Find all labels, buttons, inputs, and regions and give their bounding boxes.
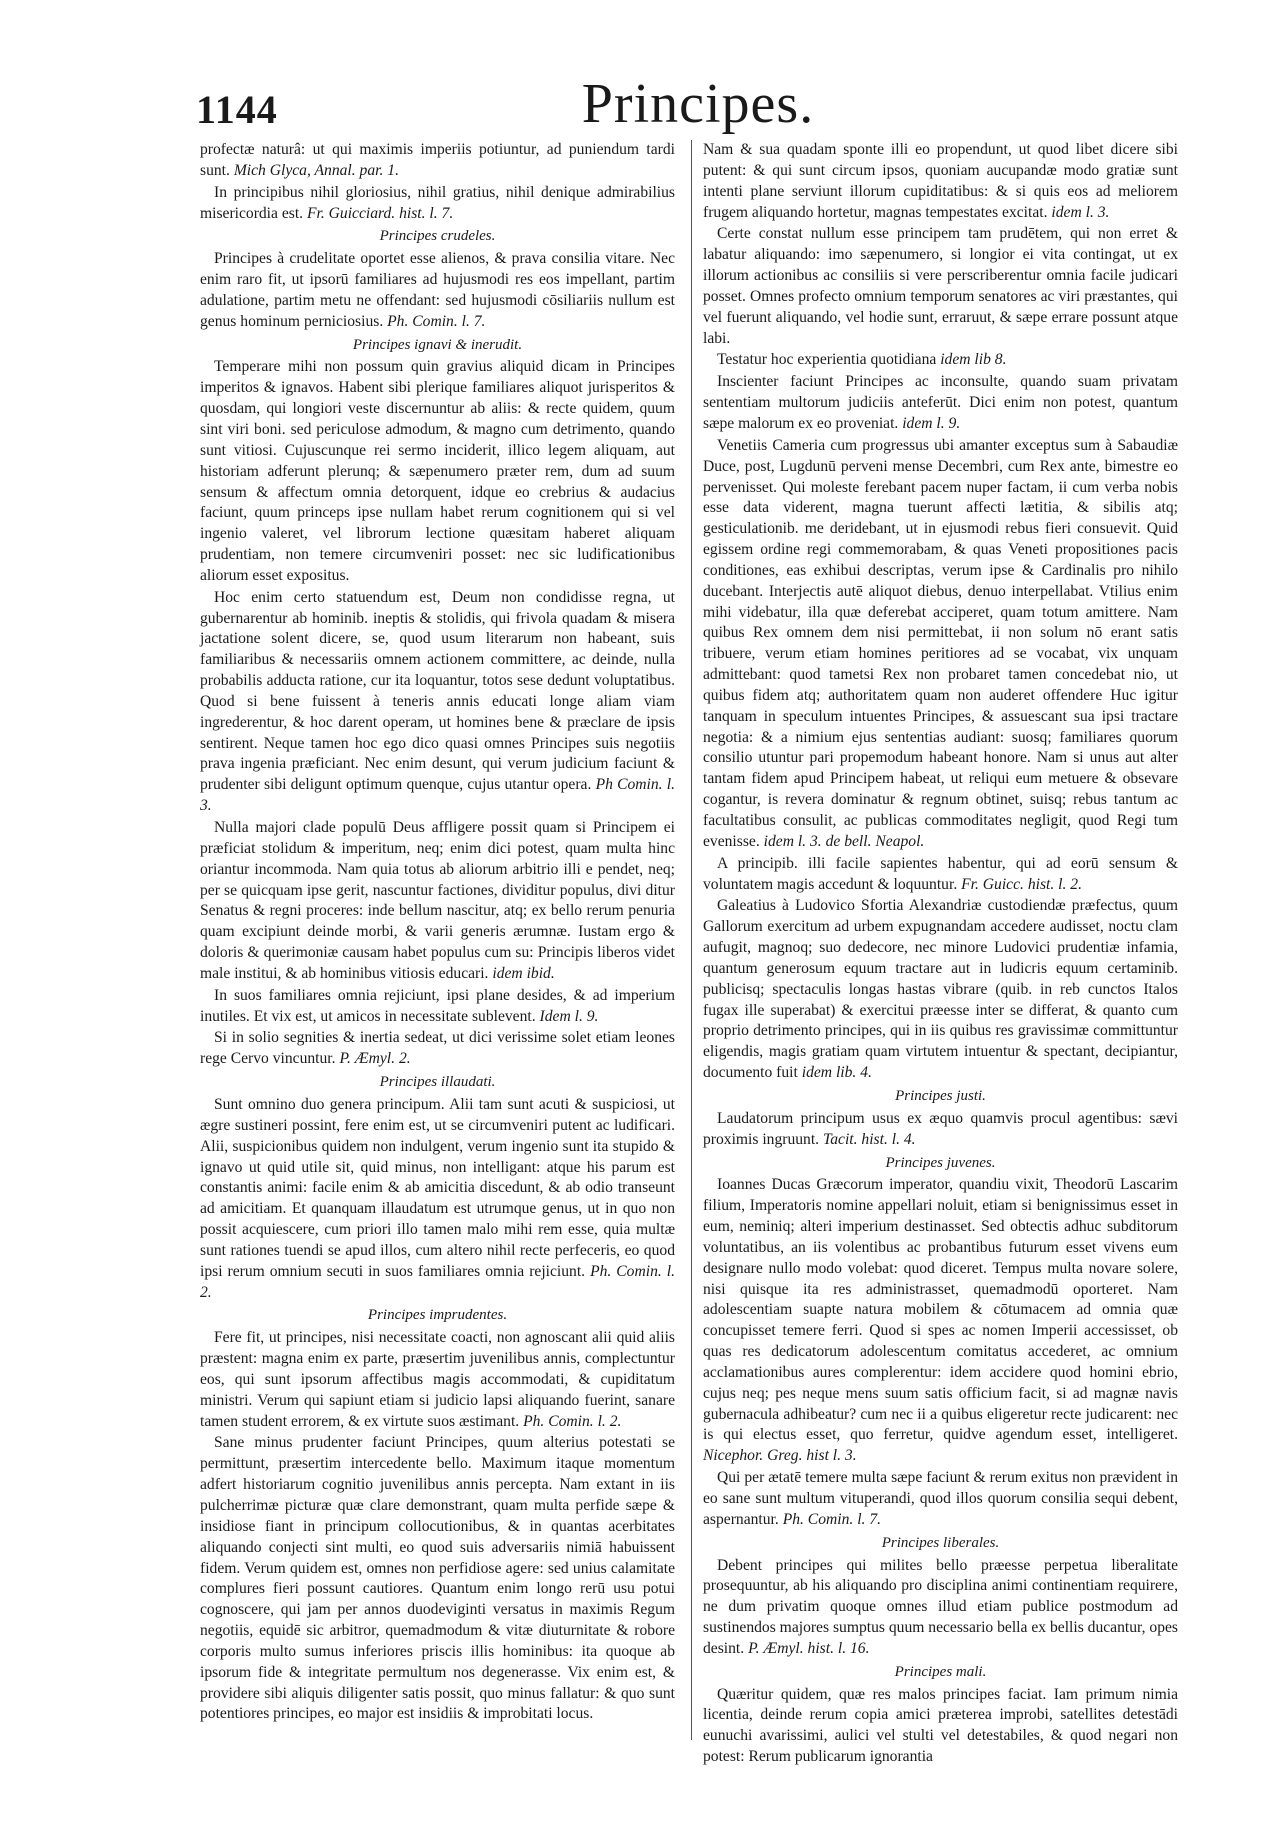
paragraph: Quæritur quidem, quæ res malos principes faciat. Iam primum nimia licentia, deinde rerum copia amici præterea improbi, satellites detestādi eunuchi avarissimi, aulici vel stulti vel detestabiles, & quod negari non potest: Rerum publicarum ignorantia <box>703 1685 1178 1766</box>
paragraph: Fere fit, ut principes, nisi necessitate coacti, non agnoscant alii quid aliis præstent: magna enim ex parte, præsertim juvenilibus annis, complectuntur eos, qui sunt ipsorum affectibus magis accommodati, & cupiditatum ministri. Verum qui sapiunt etiam si judicio lapsi aliquando fuerint, sanare tamen student errorem, & ex virtute suos æstimant. Ph. Comin. l. 2. <box>200 1329 675 1430</box>
page-number: 1144 <box>196 87 278 132</box>
paragraph: Laudatorum principum usus ex æquo quamvis procul agentibus: sævi proximis ingruunt. Tacit. hist. l. 4. <box>703 1109 1178 1148</box>
paragraph: Nam & sua quadam sponte illi eo propendunt, ut quod libet dicere sibi putent: & qui sunt circum ipsos, quoniam aucupandæ modo gratiæ sunt intenti plane serviunt illorum cupiditatibus: & si quis eos ad meliorem frugem aliquando hortetur, magnas tempestates excitat. idem l. 3. <box>703 141 1178 221</box>
paragraph: Ioannes Ducas Græcorum imperator, quandiu vixit, Theodorū Lascarim filium, Imperatoris nomine appellari noluit, etiam si benignissimus esset in eum, neminiq; alteri imperium destinasset. Sed obtectis adhuc subditorum voluntatibus, an iis volentibus ac probantibus futurum esset vivens eum designare nullo modo volebat: quod diceret. Tempus multa novare solere, nisi quisque ita res administrasset, quemadmodū oporteret. Nam adolescentiam suapte natura mobilem & cōtumacem ad omnia quæ concupisset temere ferri. Quod si spes ac nomen Imperii accessisset, ob quas res dedicatorum adolescentum comitatus accederet, ac omnium acclamationibus aures complerentur: idem accidere quod homini ebrio, cujus neq; pes neque mens suum satis officium facit, si ad magnæ navis gubernacula adhibeatur? cum nec ii a quibus eligeretur recte judicarent: nec is qui electus esset, quo ferretur, quidve agendum esset, intelligeret. Nicephor. Greg. hist l. 3. <box>703 1176 1178 1465</box>
paragraph: profectæ naturâ: ut qui maximis imperiis potiuntur, ad puniendum tardi sunt. Mich Glyca, Annal. par. 1. <box>200 141 675 179</box>
source-citation: Nicephor. Greg. hist l. 3. <box>703 1447 857 1465</box>
source-citation: P. Æmyl. hist. l. 16. <box>748 1639 870 1657</box>
paragraph: Hoc enim certo statuendum est, Deum non condidisse regna, ut gubernarentur ab hominib. ineptis & stolidis, qui frivola quadam & misera jactatione solent dicere, se, quod usum literarum non habeant, suis familiaribus & necessariis omnem actionem committere, ac deinde, nulla probabilis adducta ratione, cur ita loquantur, totos sese dedunt voluptatibus. Quod si bene fuissent à teneris annis educati longe aliam viam ingrederentur, & hoc darent operam, ut homines bene & præclare de ipsis sentirent. Neque tamen hoc ego dico quasi omnes Principes suis negotiis prava ingenia præficiant. Nec enim desunt, qui verum judicium faciunt & prudenter sibi deligunt optimum quenque, cujus utantur opera. Ph Comin. l. 3. <box>200 588 675 815</box>
paragraph: Temperare mihi non possum quin gravius aliquid dicam in Principes imperitos & ignavos. Habent sibi plerique familiares aliquot jurisperitos & quosdam, qui longiori veste discernuntur ab aliis: & recte quidem, quum sint viri boni. sed periculose admodum, & magno cum detrimento, quando sunt vitiosi. Cujuscunque rei sermo inciderit, illico legem aliquam, aut historiam adferunt plerunq; & sæpenumero præter rem, dum ad suum sensum & affectum omnia detorquent, idque eo crebrius & audacius faciunt, quum princeps ipse nullam habet rerum cognitionem qui si vel ingenio valeret, vel librorum lectione quæsitam haberet aliquam prudentiam, non temere circumveniri posset: nec sic ludificationibus aliorum esset expositus. <box>200 358 675 584</box>
left-column <box>200 140 675 1726</box>
paragraph: Principes à crudelitate oportet esse alienos, & prava consilia vitare. Nec enim raro fit, ut ipsorū familiares ad hujusmodi res eos impellant, partim adulatione, partim metu ne offendant: sed hujusmodi cōsiliariis nullum est genus hominum perniciosius. Ph. Comin. l. 7. <box>200 250 675 330</box>
paragraph: In suos familiares omnia rejiciunt, ipsi plane desides, & ad imperium inutiles. Et vix est, ut amicos in necessitate sublevent. Idem l. 9. <box>200 986 675 1025</box>
source-citation: idem ibid. <box>492 964 555 982</box>
right-column <box>703 140 1178 1769</box>
source-citation: Fr. Guicciard. hist. l. 7. <box>306 204 454 222</box>
source-citation: Ph Comin. l. 3. <box>200 776 675 815</box>
source-citation: Ph. Comin. l. 7. <box>387 312 486 330</box>
paragraph: A principib. illi facile sapientes habentur, qui ad eorū sensum & voluntatem magis accedunt & loquuntur. Fr. Guicc. hist. l. 2. <box>703 854 1178 893</box>
paragraph: In principibus nihil gloriosius, nihil gratius, nihil denique admirabilius misericordia est. Fr. Guicciard. hist. l. 7. <box>200 183 675 222</box>
source-citation: idem lib 8. <box>940 351 1007 369</box>
paragraph: Si in solio segnities & inertia sedeat, ut dici verissime solet etiam leones rege Cervo vincuntur. P. Æmyl. 2. <box>200 1029 675 1068</box>
section-heading: Principes liberales. <box>881 1534 1000 1551</box>
source-citation: idem l. 3. de bell. Neapol. <box>763 832 925 850</box>
section-heading: Principes justi. <box>895 1087 986 1104</box>
source-citation: Ph. Comin. l. 2. <box>200 1262 675 1301</box>
source-citation: Fr. Guicc. hist. l. 2. <box>961 875 1082 893</box>
paragraph: Certe constat nullum esse principem tam prudētem, qui non erret & labatur aliquando: imo sæpenumero, si longior ei vita contingat, ut ex illorum actionibus ac consiliis si vere perscriberentur omnia facile judicari posset. Omnes profecto omnium temporum senatores ac viri præstantes, qui vel fuerunt aliquando, vel hodie sunt, erraruut, & sæpe errare possunt atque labi. <box>703 225 1178 347</box>
section-heading: Principes illaudati. <box>379 1074 496 1091</box>
source-citation: Tacit. hist. l. 4. <box>823 1130 916 1148</box>
paragraph: Inscienter faciunt Principes ac inconsulte, quando suam privatam sententiam multorum judiciis anteferūt. Dici enim non potest, quantum sæpe malorum ex eo proveniat. idem l. 9. <box>703 373 1178 432</box>
section-heading: Principes crudeles. <box>379 228 496 245</box>
column-divider <box>691 140 692 1740</box>
section-heading: Principes mali. <box>894 1663 987 1680</box>
running-title: Principes. <box>581 73 815 135</box>
source-citation: Mich Glyca, Annal. par. 1. <box>233 161 399 179</box>
paragraph: Debent principes qui milites bello præesse perpetua liberalitate prosequuntur, ab his aliquando pro disciplina animi continentiam requirere, ne dum privatim quoque omnes illud etiam publice postmodum ad sustinendos majores sumptus quum necessario bella ex bellis ducantur, opes desint. P. Æmyl. hist. l. 16. <box>703 1556 1178 1657</box>
paragraph: Venetiis Cameria cum progressus ubi amanter exceptus sum à Sabaudiæ Duce, post, Lugdunū perveni mense Decembri, cum Rex ante, bimestre eo pervenisset. Qui moleste ferebant pacem nuper factam, ii cum verba nobis esse data viderent, magna tuerunt affecti lætitia, & sibilis atq; gesticulationib. me deridebant, ut in ejusmodi rebus fieri consuevit. Quid egissem ordine regi commemorabam, & quas Veneti propositiones pacis conditiones, eas exhibui descriptas, verum ipse & Cardinalis pro nihilo ducebant. Interjectis autē aliquot diebus, denuo interpellabat. Vtilius enim mihi videbatur, illa quæ deferebat acciperet, quam totum amittere. Nam quibus Rex omnem dem nisi permittebat, ii non solum nō erant satis tribuere, verum etiam homines peritiores ad se vocabat, vix unquam admittebant: quod tametsi Rex non probaret tamen concedebat nio, ut quibus fidem atq; authoritatem quam non auderet offendere Huc igitur tanquam in speculum intuentes Principes, & assuescant sua ipsi tractare negotia: & a nimium ejus sententias audiant: suosq; familiares quorum consilio utuntur pari propemodum habeant honore. Nam si unus aut alter tantam fidem apud Principem habeat, ut reliqui eum metuere & obsevare cogantur, is revera dominatur & regnum obtinet, suisq; rebus tantum ac facultatibus consulit, ac publicas commoditates negligit, quod Regi tum evenisse. idem l. 3. de bell. Neapol. <box>703 436 1178 850</box>
paragraph: Sunt omnino duo genera principum. Alii tam sunt acuti & suspiciosi, ut ægre sustineri possint, fere enim est, ut se circumveniri putent ac ludificari. Alii, suspicionibus quidem non indulgent, verum ingenio sunt ita stupido & ignavo ut quid utile sit, quid minus, non intelligant: atque his parum est constantis animi: facile enim & ab amicitia discedunt, & ab odio transeunt ad amicitiam. Et quanquam illaudatum est utrumque genus, ut in quo non possit acquiescere, cum priori illo tamen malo mihi rem esse, quia multæ sunt rationes tuendi se apud illos, cum altero nihil recte perfeceris, eo quod ipsi rerum omnium secuti in suos familiares omnia rejiciunt. Ph. Comin. l. 2. <box>200 1095 675 1301</box>
source-citation: idem l. 3. <box>1051 203 1110 221</box>
paragraph: Testatur hoc experientia quotidiana idem lib 8. <box>717 351 1007 369</box>
section-heading: Principes imprudentes. <box>367 1307 508 1324</box>
source-citation: Idem l. 9. <box>539 1007 599 1025</box>
paragraph: Galeatius à Ludovico Sfortia Alexandriæ custodiendæ præfectus, quum Gallorum exercitum ad urbem expugnandam accedere audisset, noctu clam aufugit, magnoq; suo dedecore, nec minore Ludovici prudentiæ infamia, quantum generosum equum tractare aut in ludicris equum certaminib. publicisq; spectaculis longas hastas vibrare (quib. in reb cunctos Italos fugax ille superabat) & exercitui præesse inter se differat, & quanto cum proprio detrimento principes, qui in iis quibus res gravissimæ committuntur eligendis, magis gratiam quam virtutem intuentur & spectant, decipiantur, documento fuit idem lib. 4. <box>703 897 1178 1082</box>
source-citation: Ph. Comin. l. 2. <box>523 1412 622 1430</box>
paragraph: Nulla majori clade populū Deus affligere possit quam si Principem ei præficiat stolidum & imperitum, neq; enim dici potest, quam multa hinc oriantur incommoda. Nam quia totus ab aliorum arbitrio illi e pendet, neq; per se quicquam ipse gerit, nascuntur factiones, dividitur populus, divi ditur Senatus & regni proceres: inde bellum nascitur, atq; ex bello rerum penuria quam excipiunt deinde morbi, & varii generis ærumnæ. Iustam ergo & doloris & querimoniæ causam habet populus cum su: Principis liberos videt male institui, & ab hominibus vitiosis educari. idem ibid. <box>200 819 675 982</box>
source-citation: P. Æmyl. 2. <box>339 1050 411 1068</box>
source-citation: Ph. Comin. l. 7. <box>782 1510 882 1528</box>
section-heading: Principes ignavi & inerudit. <box>352 336 523 353</box>
source-citation: idem l. 9. <box>902 414 961 432</box>
paragraph: Sane minus prudenter faciunt Principes, quum alterius potestati se permittunt, præsertim intercedente bello. Maximum itaque momentum adfert historiarum cognitio juvenilibus annis percepta. Nam extant in iis pulcherrimæ picturæ quæ clare demonstrant, quam multa perfide sæpe & insidiose fiant in principum collocutionibus, & in quantas acerbitates aliquando conjecti sint multi, eo quod suis adversariis nimiā habuissent fidem. Verum quidem est, omnes non perfidiose agere: sed unius calamitate complures fieri possunt cautiores. Quantum enim longo rerū usu potui cognoscere, qui jam per annos duodeviginti versatus in maximis Regum negotiis, equidē sic arbitror, quemadmodum & vitæ diuturnitate & robore corporis multo sumus inferiores priscis illis hominibus: ita quoque ab ipsorum fide & integritate permultum nos degenerasse. Vix enim est, & providere sibi aliquis diligenter satis possit, quo minus fallatur: & quo sunt potentiores principes, eo major est insidiis & improbitati locus. <box>200 1434 675 1723</box>
section-heading: Principes juvenes. <box>885 1154 996 1171</box>
paragraph: Qui per ætatē temere multa sæpe faciunt & rerum exitus non prævident in eo sane sunt multum vituperandi, quod illos quorum consilia sequi debent, aspernantur. Ph. Comin. l. 7. <box>703 1469 1178 1528</box>
source-citation: idem lib. 4. <box>801 1064 872 1082</box>
